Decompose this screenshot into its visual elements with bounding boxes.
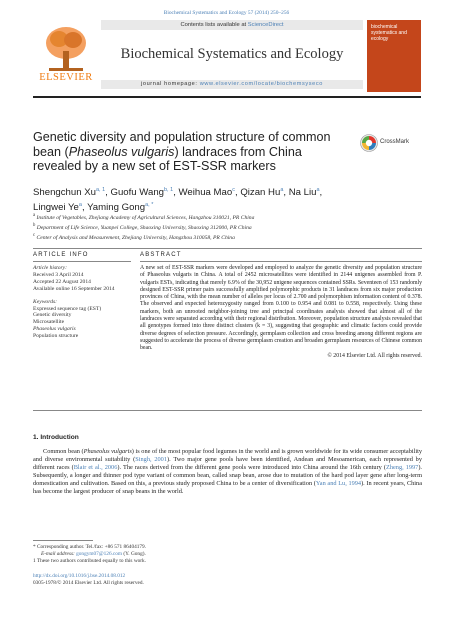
affiliation-text: Center of Analysis and Measurement, Zhejiang University, Hangzhou 310058, PR China bbox=[35, 234, 235, 241]
abstract bbox=[140, 265, 422, 360]
body-text: ) is one of the most popular food legumes in the world and is grown worldwide for its wide consumer acceptability and diverse environmental suitability ( bbox=[33, 448, 422, 464]
introduction-paragraph bbox=[33, 448, 422, 497]
affiliation-text: Department of Life Science, Yuanpei College, Shaoxing University, Shaoxing 312000, PR China bbox=[35, 224, 252, 231]
body-text: ). The races derived from the different gene pools were introduced into China around the 16th century ( bbox=[117, 464, 386, 472]
journal-reference[interactable]: Biochemical Systematics and Ecology 57 (2014) 250–256 bbox=[163, 10, 290, 16]
author-affiliation-marker[interactable]: a bbox=[78, 202, 82, 209]
affiliation-list bbox=[33, 212, 423, 242]
journal-homepage-bar bbox=[101, 80, 363, 89]
contents-prefix: Contents lists available at bbox=[180, 22, 248, 28]
affiliation-letter: b bbox=[33, 223, 36, 229]
journal-cover-thumbnail[interactable] bbox=[367, 20, 421, 92]
copyright-line: © 2014 Elsevier Ltd. All rights reserved. bbox=[327, 352, 422, 359]
elsevier-tree-icon bbox=[41, 23, 91, 73]
article-info-heading: ARTICLE INFO bbox=[33, 252, 89, 258]
author-list bbox=[33, 184, 423, 214]
history-label: Article history: bbox=[33, 265, 68, 271]
author-affiliation-marker[interactable]: a bbox=[280, 187, 284, 193]
abstract-bottom-rule bbox=[33, 410, 422, 411]
corresponding-author-note: * Corresponding author. Tel./fax: +86 571 86404179. bbox=[33, 544, 147, 550]
species-name: Phaseolus vulgaris bbox=[83, 448, 132, 455]
issn-line: 0305-1978/© 2014 Elsevier Ltd. All rights reserved. bbox=[33, 579, 144, 586]
author-affiliation-marker[interactable]: a, * bbox=[145, 202, 154, 209]
author-name[interactable]: Lingwei Ye bbox=[33, 202, 79, 214]
author-affiliation-marker[interactable]: a, 1 bbox=[95, 187, 106, 193]
homepage-link[interactable]: www.elsevier.com/locate/biochemsyseco bbox=[199, 81, 323, 87]
crossmark-icon bbox=[360, 134, 378, 152]
email-link[interactable]: gongym07@126.com bbox=[76, 550, 123, 557]
abstract-heading: ABSTRACT bbox=[140, 252, 182, 258]
footnotes bbox=[33, 544, 422, 564]
doi-link[interactable]: http://dx.doi.org/10.1016/j.bse.2014.08.012 bbox=[33, 573, 126, 579]
abstract-sub-rule bbox=[140, 261, 422, 262]
author-separator: , bbox=[234, 187, 241, 199]
author-affiliation-marker[interactable]: c bbox=[232, 187, 235, 193]
author-name[interactable]: Na Liu bbox=[288, 187, 317, 199]
affiliation-letter: a bbox=[33, 213, 36, 218]
citation-link[interactable]: Zheng, 1997 bbox=[386, 464, 419, 472]
body-text: ). Two major gene pools have been identified, Andean and Mesoamerican, each represented by different races ( bbox=[33, 456, 422, 472]
sciencedirect-link[interactable]: ScienceDirect bbox=[247, 22, 284, 28]
crossmark-label: CrossMark bbox=[380, 139, 410, 145]
title-part2: ) landraces from China revealed by a new set of EST-SSR markers bbox=[33, 144, 302, 173]
author-name[interactable]: Yaming Gong bbox=[87, 202, 146, 214]
author-separator: , bbox=[105, 187, 111, 199]
body-text: Common bean ( bbox=[43, 448, 84, 455]
author-name[interactable]: Qizan Hu bbox=[240, 187, 281, 199]
crossmark-badge[interactable] bbox=[360, 134, 424, 154]
author-separator: , bbox=[81, 202, 88, 214]
elsevier-wordmark: ELSEVIER bbox=[39, 72, 93, 83]
body-text: ). Subsequently, a longer and thinner pod type variant of common bean, called snap bean, arose due to mutation of the hard pod layer gene after long-term domestication and cultivation. Based on this, a previous study proposed China to be a center of diversification ( bbox=[33, 464, 422, 488]
affiliation-item bbox=[33, 212, 423, 222]
history-received: Received 3 April 2014 bbox=[33, 271, 84, 278]
elsevier-logo[interactable] bbox=[33, 20, 99, 92]
author-separator: , bbox=[283, 187, 289, 199]
journal-masthead bbox=[33, 20, 421, 92]
introduction-heading: 1. Introduction bbox=[33, 434, 79, 441]
citation-link[interactable]: Blair et al., 2006 bbox=[73, 464, 118, 472]
journal-title: Biochemical Systematics and Ecology bbox=[120, 46, 344, 62]
doi-block bbox=[33, 573, 422, 587]
author-separator: , bbox=[319, 187, 323, 199]
author-name[interactable]: Shengchun Xu bbox=[33, 187, 96, 199]
keyword-item: Genetic diversity bbox=[33, 312, 72, 319]
masthead-rule bbox=[33, 96, 421, 98]
equal-contribution-note: 1 These two authors contributed equally to this work. bbox=[33, 557, 147, 564]
keyword-item: Population structure bbox=[33, 333, 79, 340]
author-name[interactable]: Weihua Mao bbox=[178, 187, 233, 199]
keywords-label: Keywords: bbox=[33, 298, 58, 305]
history-accepted: Accepted 22 August 2014 bbox=[33, 278, 91, 285]
article-title bbox=[33, 130, 348, 174]
email-label: E-mail address: bbox=[41, 550, 77, 557]
title-part1: Genetic diversity and population structure of common bean ( bbox=[33, 130, 331, 159]
title-species: Phaseolus vulgaris bbox=[68, 144, 175, 159]
info-sub-rule bbox=[33, 261, 131, 262]
author-separator: , bbox=[173, 187, 179, 199]
history-online: Available online 16 September 2014 bbox=[33, 285, 115, 292]
homepage-prefix: journal homepage: bbox=[141, 81, 200, 87]
keyword-item: Phaseolus vulgaris bbox=[33, 326, 76, 333]
contents-bar bbox=[101, 20, 363, 30]
author-affiliation-marker[interactable]: b, 1 bbox=[164, 187, 174, 193]
footnote-rule bbox=[33, 540, 93, 541]
citation-link[interactable]: Yan and Lu, 1994 bbox=[315, 480, 362, 488]
affiliation-letter: c bbox=[33, 233, 36, 239]
info-top-rule bbox=[33, 248, 422, 249]
body-text: ). In recent years, China has become the largest producer of snap beans in the world. bbox=[33, 480, 422, 496]
author-name[interactable]: Guofu Wang bbox=[110, 187, 164, 199]
keyword-item: Expressed sequence tag (EST) bbox=[33, 305, 102, 312]
affiliation-item bbox=[33, 222, 423, 232]
author-affiliation-marker[interactable]: a bbox=[316, 187, 320, 193]
journal-banner bbox=[101, 20, 363, 92]
email-name: (Y. Gong). bbox=[122, 550, 146, 557]
affiliation-item bbox=[33, 232, 423, 242]
affiliation-text: Institute of Vegetables, Zhejiang Academy of Agricultural Sciences, Hangzhou 310021, PR China bbox=[35, 214, 255, 221]
keyword-item: Microsatellite bbox=[33, 319, 65, 326]
article-info bbox=[33, 265, 131, 340]
citation-link[interactable]: Singh, 2001 bbox=[135, 456, 167, 464]
email-note bbox=[33, 551, 422, 558]
cover-title: biochemical systematics and ecology bbox=[371, 24, 407, 42]
abstract-text: A new set of EST-SSR markers were developed and employed to analyze the genetic diversity and population structure of Phaseolus vulgaris in China. A total of 2452 microsatellites were identified in 2144 unigenes assembled from P. vulgaris ESTs, indicating that merely 6.9% of the 30,952 unigene sequences contained SSRs. Seventeen of 153 randomly designed EST-SSR primer pairs successfully amplified polymorphic products in 31 landraces from six major production provinces of China, with the mean number of alleles per locus of 2.700 and polymorphism information content of 0.378. The observed and expected heterozygosity ranged from 0.100 to 0.954 and 0.081 to 0.558, respectively. Using these markers, both an unrooted neighbor-joining tree and principal coordinates analysis showed that almost all of the landraces were separated according with their regional distribution. Moreover, population structure analysis revealed that all genotypes formed into three distinct clusters (k = 3), suggesting that geographic and climatic factors could provide diverse degrees of selection pressure. Accordingly, germplasm collection and cross breeding among different regions are suggested to accelerate the process of diverse germplasm creation and broaden germplasm resources of Chinese common bean. bbox=[140, 265, 422, 352]
